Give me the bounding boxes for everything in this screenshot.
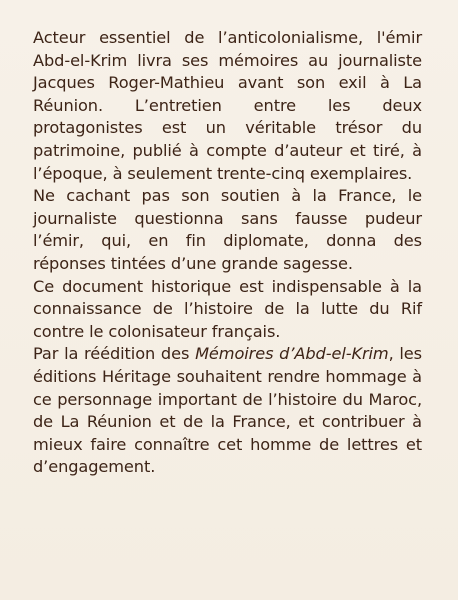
- paragraph-2: Ne cachant pas son soutien à la France, le journaliste questionna sans fausse pudeur l’émir, qui, en fin diplomate, donna des réponses tintées d’une grande sagesse.: [33, 186, 422, 273]
- blurb-text: [33, 27, 422, 479]
- paragraph-1: Acteur essentiel de l’anticolonialisme, l'émir Abd-el-Krim livra ses mémoires au journaliste Jacques Roger-Mathieu avant son exil à La Réunion. L’entretien entre les deux protagonistes est un véritable trésor du patrimoine, publié à compte d’auteur et tiré, à l’époque, à seulement trente-cinq exemplaires.: [33, 28, 422, 183]
- paragraph-3: Ce document historique est indispensable à la connaissance de l’histoire de la lutte du Rif contre le colonisateur français.: [33, 276, 422, 341]
- paragraph-4: [33, 343, 422, 479]
- book-title: Mémoires d’Abd-el-Krim: [195, 344, 389, 364]
- paragraph-4-before: Par la réédition des: [33, 344, 196, 364]
- paragraph-4-after: , les éditions Héritage souhaitent rendre hommage à ce personnage important de l’histoire du Maroc, de La Réunion et de la France, et contribuer à mieux faire connaître cet homme de lettres et d’engagement.: [33, 344, 422, 477]
